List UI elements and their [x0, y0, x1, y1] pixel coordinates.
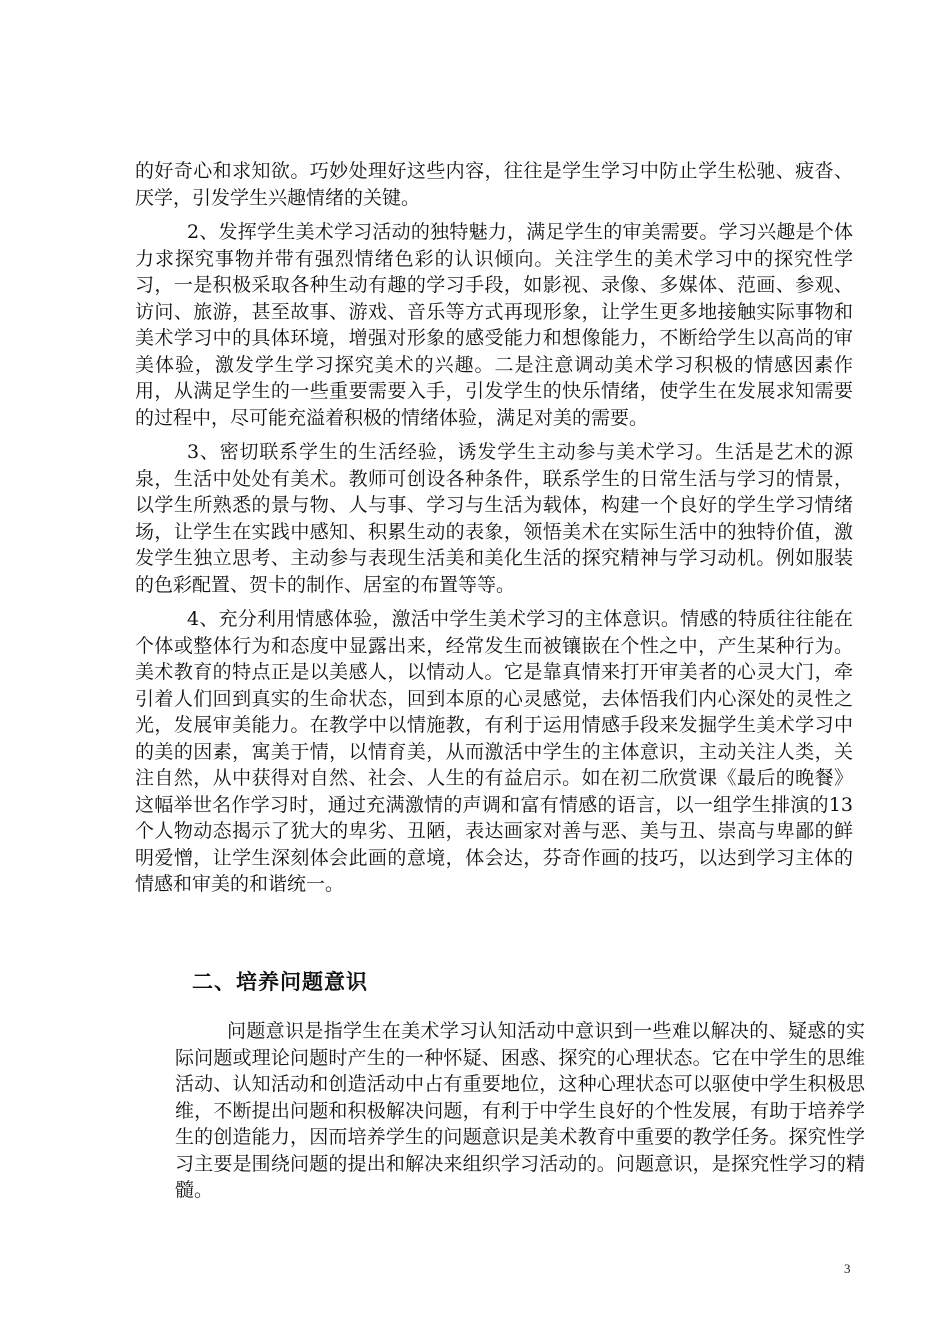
section-paragraph: 问题意识是指学生在美术学习认知活动中意识到一些难以解决的、疑惑的实际问题或理论问题时产生的一种怀疑、困惑、探究的心理状态。它在中学生的思维活动、认知活动和创造活动中占有重要地位，这种心理状态可以驱使中学生积极思维，不断提出问题和积极解决问题，有利于中学生良好的个性发展，有助于培养学生的创造能力，因而培养学生的问题意识是美术教育中重要的教学任务。探究性学习主要是围绕问题的提出和解决来组织学习活动的。问题意识，是探究性学习的精髓。 — [175, 1020, 865, 1201]
paragraph-item-3: 3、密切联系学生的生活经验，诱发学生主动参与美术学习。生活是艺术的源泉，生活中处处有美术。教师可创设各种条件，联系学生的日常生活与学习的情景，以学生所熟悉的景与物、人与事、学习与生活为载体，构建一个良好的学生学习情绪场，让学生在实践中感知、积累生动的表象，领悟美术在实际生活中的独特价值，激发学生独立思考、主动参与表现生活美和美化生活的探究精神与学习动机。例如服装的色彩配置、贺卡的制作、居室的布置等等。 — [135, 441, 853, 596]
paragraph-continuation: 的好奇心和求知欲。巧妙处理好这些内容，往往是学生学习中防止学生松驰、疲沓、厌学，引发学生兴趣情绪的关键。 — [135, 160, 853, 209]
page-number: 3 — [844, 1261, 851, 1276]
section-heading: 二、培养问题意识 — [192, 970, 368, 994]
paragraph-item-2: 2、发挥学生美术学习活动的独特魅力，满足学生的审美需要。学习兴趣是个体力求探究事物并带有强烈情绪色彩的认识倾向。关注学生的美术学习中的探究性学习，一是积极采取各种生动有趣的学习手段，如影视、录像、多媒体、范画、参观、访问、旅游，甚至故事、游戏、音乐等方式再现形象，让学生更多地接触实际事物和美术学习中的具体环境，增强对形象的感受能力和想像能力，不断给学生以高尚的审美体验，激发学生学习探究美术的兴趣。二是注意调动美术学习积极的情感因素作用，从满足学生的一些重要需要入手，引发学生的快乐情绪，使学生在发展求知需要的过程中，尽可能充溢着积极的情绪体验，满足对美的需要。 — [135, 221, 853, 429]
paragraph-item-4: 4、充分利用情感体验，激活中学生美术学习的主体意识。情感的特质往往能在个体或整体行为和态度中显露出来，经常发生而被镶嵌在个性之中，产生某种行为。美术教育的特点正是以美感人，以情动人。它是靠真情来打开审美者的心灵大门，牵引着人们回到真实的生命状态，回到本原的心灵感觉，去体悟我们内心深处的灵性之光，发展审美能力。在教学中以情施教，有利于运用情感手段来发掘学生美术学习中的美的因素，寓美于情，以情育美，从而激活中学生的主体意识，主动关注人类，关注自然，从中获得对自然、社会、人生的有益启示。如在初二欣赏课《最后的晚餐》这幅举世名作学习时，通过充满激情的声调和富有情感的语言，以一组学生排演的13个人物动态揭示了犹大的卑劣、丑陋，表达画家对善与恶、美与丑、崇高与卑鄙的鲜明爱憎，让学生深刻体会此画的意境，体会达，芬奇作画的技巧，以达到学习主体的情感和审美的和谐统一。 — [135, 608, 853, 895]
body-text — [135, 158, 853, 898]
section-body — [175, 1018, 865, 1204]
